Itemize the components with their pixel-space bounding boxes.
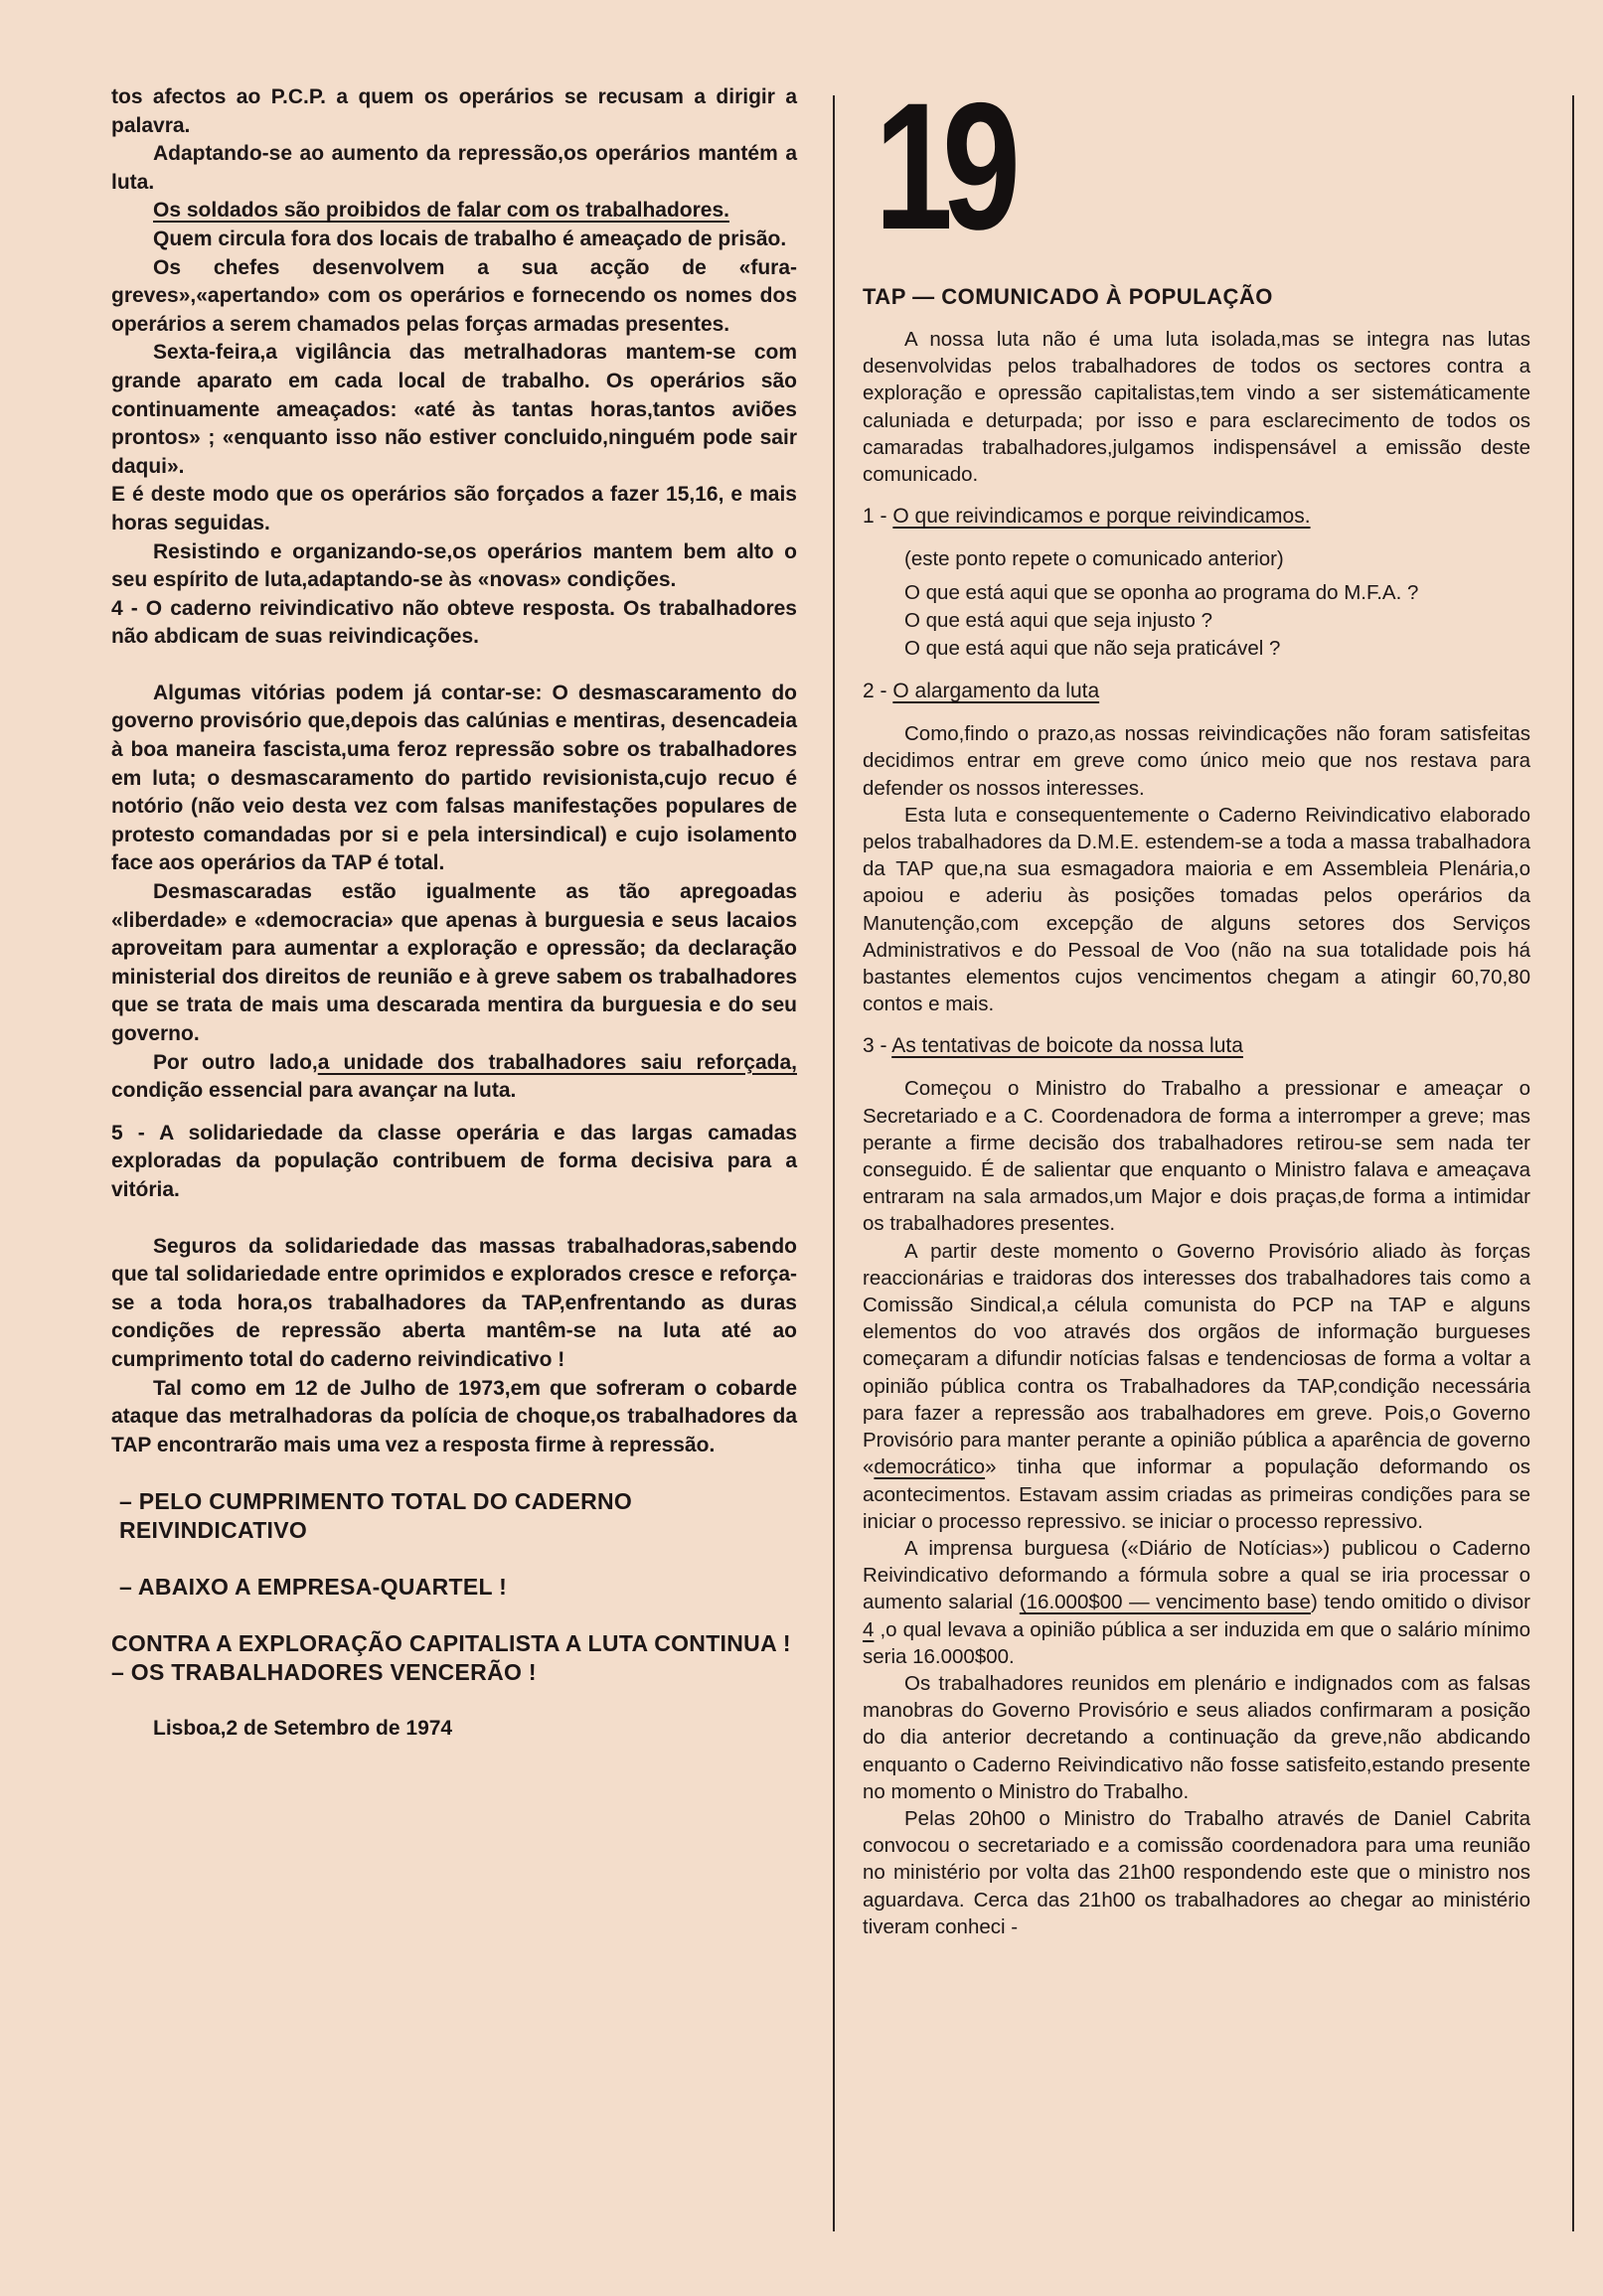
page-number: 19 xyxy=(875,65,1011,267)
slogan: – PELO CUMPRIMENTO TOTAL DO CADERNO REIVINDICATIVO xyxy=(119,1488,633,1544)
paragraph: Algumas vitórias podem já contar-se: O desmascaramento do governo provisório que,depois das calúnias e mentiras, desencadeia à boa maneira fascista,uma feroz repressão sobre os trabalhadores em luta; o desmascaramento do partido revisionista,cujo recuo é notório (não veio desta vez com falsas manifestações populares de protesto comandadas por si e pela intersindical) e cujo isolamento face aos operários da TAP é total. xyxy=(111,681,797,875)
paragraph: Começou o Ministro do Trabalho a pressionar e ameaçar o Secretariado e a C. Coordenadora de forma a interromper a greve; mas perante a firme decisão dos trabalhadores retirou-se sem nada ter conseguido. É de salientar que enquanto o Ministro falava e ameaçava entraram na sala armados,um Major e dois praças,de forma a intimidar os trabalhadores presentes. xyxy=(863,1077,1530,1236)
question: O que está aqui que seja injusto ? xyxy=(904,609,1212,633)
article-title: TAP — COMUNICADO À POPULAÇÃO xyxy=(863,284,1273,309)
paragraph: Quem circula fora dos locais de trabalho é ameaçado de prisão. xyxy=(153,227,787,250)
paragraph: Como,findo o prazo,as nossas reivindicações não foram satisfeitas decidimos entrar em greve como único meio que nos restava para defender os nossos interesses. xyxy=(863,722,1530,800)
paragraph: Os trabalhadores reunidos em plenário e indignados com as falsas manobras do Governo Provisório e seus aliados confirmaram a posição do dia anterior decretando a continuação da greve,não abdicando enquanto o Caderno Reivindicativo não fosse satisfeito,estando presente no momento o Ministro do Trabalho. xyxy=(863,1671,1530,1803)
paragraph: tos afectos ao P.C.P. a quem os operários se recusam a dirigir a palavra. xyxy=(111,85,797,137)
section-3-heading: 3 - As tentativas de boicote da nossa luta xyxy=(863,1034,1243,1058)
column-divider-right xyxy=(1572,95,1574,2231)
paragraph: Os chefes desenvolvem a sua acção de «fura-greves»,«apertando» com os operários e fornecendo os nomes dos operários a serem chamados pelas forças armadas presentes. xyxy=(111,255,797,336)
paragraph: Por outro lado,a unidade dos trabalhadores saiu reforçada, condição essencial para avançar na luta. xyxy=(111,1050,797,1103)
signoff: Lisboa,2 de Setembro de 1974 xyxy=(153,1717,453,1741)
paragraph: Pelas 20h00 o Ministro do Trabalho através de Daniel Cabrita convocou o secretariado e a comissão coordenadora para uma reunião no ministério por volta das 21h00 respondendo este que o ministro nos aguardava. Cerca das 21h00 os trabalhadores ao chegar ao ministério tiveram conheci - xyxy=(863,1806,1530,1938)
slogan: – ABAIXO A EMPRESA-QUARTEL ! xyxy=(119,1574,508,1601)
paragraph: A partir deste momento o Governo Provisório aliado às forças reaccionárias e traidoras dos interesses dos trabalhadores tais como a Comissão Sindical,a célula comunista do PCP na TAP e alguns elementos do voo através dos orgãos de informação burgueses começaram a difundir notícias falsas e tendenciosas de forma a voltar a opinião pública contra os Trabalhadores da TAP,condição necessária para fazer a repressão aos trabalhadores em greve. Pois,o Governo Provisório para manter perante a opinião pública a aparência de governo «democrático» tinha que informar a população deformando os acontecimentos. Estavam assim criadas as primeiras condições para se iniciar o processo repressivo. se iniciar o processo repressivo. xyxy=(863,1239,1530,1533)
paragraph: Adaptando-se ao aumento da repressão,os operários mantém a luta. xyxy=(111,142,797,194)
underlined-statement: Os soldados são proibidos de falar com os trabalhadores. xyxy=(153,199,729,223)
paragraph: E é deste modo que os operários são forçados a fazer 15,16, e mais horas seguidas. xyxy=(111,483,797,535)
right-column xyxy=(863,282,1530,1940)
left-column xyxy=(111,83,797,1744)
question: O que está aqui que se oponha ao programa do M.F.A. ? xyxy=(904,581,1419,605)
section-5-paragraph: 5 - A solidariedade da classe operária e das largas camadas exploradas da população contribuem de forma decisiva para a vitória. xyxy=(111,1121,797,1201)
intro-paragraph: A nossa luta não é uma luta isolada,mas se integra nas lutas desenvolvidas pelos trabalhadores de todos os sectores contra a exploração e opressão capitalistas,tem vindo a ser sistemáticamente caluniada e deturpada; por isso e para esclarecimento de todos os camaradas trabalhadores,julgamos indispensável a emissão deste comunicado. xyxy=(863,328,1530,487)
slogan: CONTRA A EXPLORAÇÃO CAPITALISTA A LUTA CONTINUA ! xyxy=(111,1630,791,1657)
section-2-heading: 2 - O alargamento da luta xyxy=(863,680,1100,703)
slogan: – OS TRABALHADORES VENCERÃO ! xyxy=(111,1659,537,1686)
paragraph: Resistindo e organizando-se,os operários mantem bem alto o seu espírito de luta,adaptando-se às «novas» condições. xyxy=(111,539,797,592)
section-1-note: (este ponto repete o comunicado anterior) xyxy=(904,547,1284,571)
paragraph: Sexta-feira,a vigilância das metralhadoras mantem-se com grande aparato em cada local de trabalho. Os operários são continuamente ameaçados: «até às tantas horas,tantos aviões prontos» ; «enquanto isso não estiver concluido,ninguém pode sair daqui». xyxy=(111,341,797,478)
section-1-heading: 1 - O que reivindicamos e porque reivindicamos. xyxy=(863,505,1311,529)
section-4-paragraph: 4 - O caderno reivindicativo não obteve resposta. Os trabalhadores não abdicam de suas reivindicações. xyxy=(111,596,797,649)
paragraph: Seguros da solidariedade das massas trabalhadoras,sabendo que tal solidariedade entre oprimidos e explorados cresce e reforça-se a toda hora,os trabalhadores da TAP,enfrentando as duras condições de repressão aberta mantêm-se na luta até ao cumprimento total do caderno reivindicativo ! xyxy=(111,1234,797,1371)
question: O que está aqui que não seja praticável ? xyxy=(904,637,1281,661)
paragraph: Tal como em 12 de Julho de 1973,em que sofreram o cobarde ataque das metralhadoras da polícia de choque,os trabalhadores da TAP encontrarão mais uma vez a resposta firme à repressão. xyxy=(111,1376,797,1456)
column-divider-left xyxy=(833,95,835,2231)
paragraph: A imprensa burguesa («Diário de Notícias») publicou o Caderno Reivindicativo deformando a fórmula sobre a qual se iria processar o aumento salarial (16.000$00 — vencimento base) tendo omitido o divisor 4 ,o qual levava a opinião pública a ser induzida em que o salário mínimo seria 16.000$00. xyxy=(863,1536,1530,1668)
paragraph: Esta luta e consequentemente o Caderno Reivindicativo elaborado pelos trabalhadores da D.M.E. estendem-se a toda a massa trabalhadora da TAP que,na sua esmagadora maioria e em Assembleia Plenária,o apoiou e aderiu às posições tomadas pelos operários da Manutenção,com excepção de alguns setores dos Serviços Administrativos e do Pessoal de Voo (não na sua totalidade pois há bastantes elementos cujos vencimentos chegam a atingir 60,70,80 contos e mais. xyxy=(863,803,1530,1016)
underlined-unity: a unidade dos trabalhadores saiu reforçada, xyxy=(317,1050,797,1074)
paragraph: Desmascaradas estão igualmente as tão apregoadas «liberdade» e «democracia» que apenas à burguesia e seus lacaios aproveitam para aumentar a exploração e opressão; da declaração ministerial dos direitos de reunião e à greve sabem os trabalhadores que se trata de mais uma descarada mentira da burguesia e do seu governo. xyxy=(111,880,797,1045)
